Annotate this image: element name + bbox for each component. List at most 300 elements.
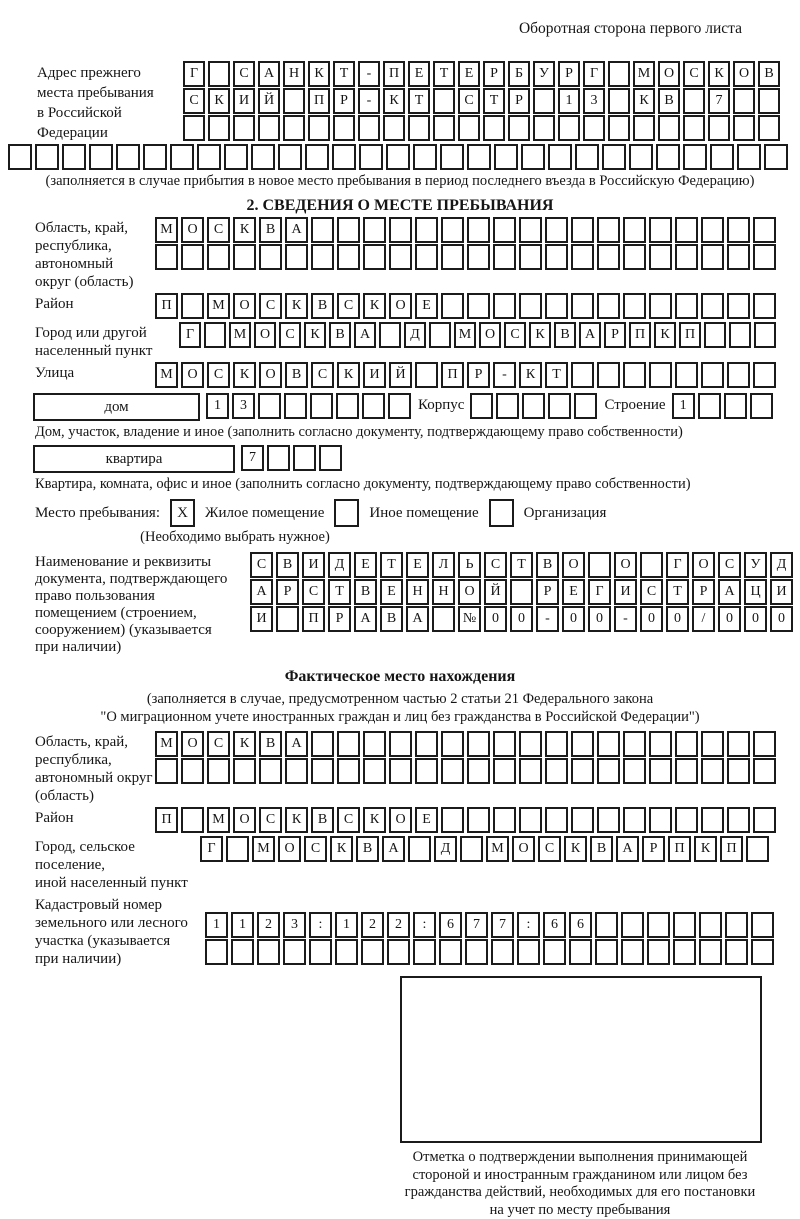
char-cell[interactable] [758, 115, 780, 141]
char-cell[interactable]: Р [276, 579, 299, 605]
char-cell[interactable]: К [308, 61, 330, 87]
char-cell[interactable]: 0 [718, 606, 741, 632]
char-cell[interactable] [311, 217, 334, 243]
char-cell[interactable] [226, 836, 249, 862]
char-cell[interactable] [458, 115, 480, 141]
char-cell[interactable]: 1 [672, 393, 695, 419]
char-cell[interactable] [116, 144, 140, 170]
char-cell[interactable] [571, 244, 594, 270]
char-cell[interactable]: Р [604, 322, 626, 348]
char-cell[interactable] [710, 144, 734, 170]
char-cell[interactable] [725, 912, 748, 938]
char-cell[interactable] [543, 939, 566, 965]
apartment-box[interactable]: квартира [33, 445, 235, 473]
char-cell[interactable] [493, 244, 516, 270]
char-cell[interactable] [207, 244, 230, 270]
char-cell[interactable] [621, 912, 644, 938]
char-cell[interactable]: И [770, 579, 793, 605]
char-cell[interactable] [751, 939, 774, 965]
char-cell[interactable] [441, 244, 464, 270]
char-cell[interactable] [389, 244, 412, 270]
char-cell[interactable] [649, 217, 672, 243]
char-cell[interactable]: Ь [458, 552, 481, 578]
char-cell[interactable]: К [564, 836, 587, 862]
char-cell[interactable] [548, 144, 572, 170]
char-cell[interactable]: 2 [257, 912, 280, 938]
char-cell[interactable]: О [512, 836, 535, 862]
char-cell[interactable] [309, 939, 332, 965]
char-cell[interactable] [733, 88, 755, 114]
char-cell[interactable]: К [285, 293, 308, 319]
char-cell[interactable]: М [454, 322, 476, 348]
char-cell[interactable]: Р [328, 606, 351, 632]
char-cell[interactable]: П [668, 836, 691, 862]
char-cell[interactable]: К [633, 88, 655, 114]
char-cell[interactable]: В [354, 579, 377, 605]
char-cell[interactable] [737, 144, 761, 170]
char-cell[interactable]: М [155, 731, 178, 757]
char-cell[interactable]: В [380, 606, 403, 632]
char-cell[interactable]: В [590, 836, 613, 862]
char-cell[interactable]: Р [642, 836, 665, 862]
char-cell[interactable]: О [254, 322, 276, 348]
char-cell[interactable]: Д [770, 552, 793, 578]
char-cell[interactable] [649, 758, 672, 784]
char-cell[interactable]: С [207, 217, 230, 243]
char-cell[interactable]: С [259, 807, 282, 833]
char-cell[interactable] [233, 244, 256, 270]
char-cell[interactable] [545, 217, 568, 243]
char-cell[interactable]: О [692, 552, 715, 578]
char-cell[interactable] [508, 115, 530, 141]
char-cell[interactable]: О [658, 61, 680, 87]
char-cell[interactable] [602, 144, 626, 170]
char-cell[interactable] [432, 606, 455, 632]
char-cell[interactable]: М [155, 217, 178, 243]
char-cell[interactable]: К [708, 61, 730, 87]
char-cell[interactable] [683, 88, 705, 114]
char-cell[interactable] [440, 144, 464, 170]
char-cell[interactable]: А [258, 61, 280, 87]
char-cell[interactable]: Р [558, 61, 580, 87]
char-cell[interactable] [656, 144, 680, 170]
char-cell[interactable] [181, 807, 204, 833]
char-cell[interactable]: С [504, 322, 526, 348]
char-cell[interactable] [310, 393, 333, 419]
char-cell[interactable] [574, 393, 597, 419]
char-cell[interactable] [673, 912, 696, 938]
char-cell[interactable]: Е [354, 552, 377, 578]
char-cell[interactable] [181, 758, 204, 784]
char-cell[interactable]: А [718, 579, 741, 605]
char-cell[interactable]: А [616, 836, 639, 862]
char-cell[interactable]: С [304, 836, 327, 862]
char-cell[interactable] [704, 322, 726, 348]
char-cell[interactable]: А [354, 606, 377, 632]
char-cell[interactable] [621, 939, 644, 965]
char-cell[interactable] [701, 807, 724, 833]
char-cell[interactable]: К [233, 217, 256, 243]
char-cell[interactable] [283, 115, 305, 141]
char-cell[interactable] [675, 293, 698, 319]
char-cell[interactable]: 1 [231, 912, 254, 938]
char-cell[interactable] [558, 115, 580, 141]
char-cell[interactable]: 0 [666, 606, 689, 632]
char-cell[interactable]: В [536, 552, 559, 578]
char-cell[interactable] [276, 606, 299, 632]
char-cell[interactable] [362, 393, 385, 419]
char-cell[interactable] [764, 144, 788, 170]
char-cell[interactable]: С [233, 61, 255, 87]
char-cell[interactable]: 0 [484, 606, 507, 632]
char-cell[interactable]: 3 [232, 393, 255, 419]
char-cell[interactable]: К [330, 836, 353, 862]
char-cell[interactable]: Б [508, 61, 530, 87]
char-cell[interactable]: 7 [465, 912, 488, 938]
char-cell[interactable]: 2 [361, 912, 384, 938]
char-cell[interactable] [493, 731, 516, 757]
char-cell[interactable] [647, 939, 670, 965]
char-cell[interactable] [633, 115, 655, 141]
char-cell[interactable]: С [250, 552, 273, 578]
char-cell[interactable]: Г [200, 836, 223, 862]
char-cell[interactable] [649, 362, 672, 388]
char-cell[interactable] [533, 88, 555, 114]
char-cell[interactable] [758, 88, 780, 114]
char-cell[interactable] [597, 217, 620, 243]
char-cell[interactable] [649, 807, 672, 833]
char-cell[interactable]: 6 [569, 912, 592, 938]
char-cell[interactable] [623, 362, 646, 388]
char-cell[interactable] [727, 217, 750, 243]
char-cell[interactable] [727, 293, 750, 319]
char-cell[interactable] [388, 393, 411, 419]
char-cell[interactable] [336, 393, 359, 419]
char-cell[interactable] [753, 293, 776, 319]
char-cell[interactable] [595, 939, 618, 965]
char-cell[interactable]: М [486, 836, 509, 862]
char-cell[interactable]: В [285, 362, 308, 388]
char-cell[interactable] [170, 144, 194, 170]
char-cell[interactable]: О [614, 552, 637, 578]
char-cell[interactable]: А [354, 322, 376, 348]
char-cell[interactable]: Г [183, 61, 205, 87]
char-cell[interactable] [278, 144, 302, 170]
char-cell[interactable]: : [413, 912, 436, 938]
char-cell[interactable] [8, 144, 32, 170]
char-cell[interactable]: К [304, 322, 326, 348]
char-cell[interactable] [623, 731, 646, 757]
char-cell[interactable]: - [358, 88, 380, 114]
char-cell[interactable] [332, 144, 356, 170]
char-cell[interactable] [750, 393, 773, 419]
char-cell[interactable] [701, 362, 724, 388]
char-cell[interactable]: С [337, 293, 360, 319]
char-cell[interactable]: О [233, 807, 256, 833]
char-cell[interactable]: В [276, 552, 299, 578]
char-cell[interactable]: И [233, 88, 255, 114]
char-cell[interactable]: Й [258, 88, 280, 114]
char-cell[interactable] [658, 115, 680, 141]
char-cell[interactable] [379, 322, 401, 348]
char-cell[interactable]: У [744, 552, 767, 578]
char-cell[interactable] [333, 115, 355, 141]
char-cell[interactable]: А [406, 606, 429, 632]
char-cell[interactable] [519, 217, 542, 243]
char-cell[interactable] [258, 393, 281, 419]
char-cell[interactable] [224, 144, 248, 170]
char-cell[interactable] [283, 939, 306, 965]
char-cell[interactable]: С [311, 362, 334, 388]
char-cell[interactable] [433, 115, 455, 141]
char-cell[interactable] [649, 731, 672, 757]
char-cell[interactable] [467, 144, 491, 170]
char-cell[interactable] [545, 244, 568, 270]
char-cell[interactable] [386, 144, 410, 170]
char-cell[interactable]: Е [415, 293, 438, 319]
char-cell[interactable] [571, 217, 594, 243]
char-cell[interactable] [727, 731, 750, 757]
char-cell[interactable]: Т [380, 552, 403, 578]
char-cell[interactable]: О [278, 836, 301, 862]
char-cell[interactable] [699, 939, 722, 965]
char-cell[interactable]: С [259, 293, 282, 319]
char-cell[interactable] [208, 115, 230, 141]
char-cell[interactable] [597, 362, 620, 388]
char-cell[interactable]: И [614, 579, 637, 605]
char-cell[interactable] [205, 939, 228, 965]
char-cell[interactable] [257, 939, 280, 965]
char-cell[interactable]: К [233, 731, 256, 757]
char-cell[interactable] [729, 322, 751, 348]
char-cell[interactable] [363, 758, 386, 784]
char-cell[interactable] [493, 807, 516, 833]
char-cell[interactable] [597, 293, 620, 319]
char-cell[interactable] [701, 758, 724, 784]
char-cell[interactable]: Т [545, 362, 568, 388]
char-cell[interactable]: К [337, 362, 360, 388]
char-cell[interactable] [517, 939, 540, 965]
char-cell[interactable]: А [285, 217, 308, 243]
char-cell[interactable] [441, 217, 464, 243]
char-cell[interactable]: М [207, 293, 230, 319]
char-cell[interactable]: А [579, 322, 601, 348]
char-cell[interactable]: Р [536, 579, 559, 605]
char-cell[interactable]: Г [588, 579, 611, 605]
char-cell[interactable]: Р [333, 88, 355, 114]
char-cell[interactable]: 6 [439, 912, 462, 938]
char-cell[interactable] [597, 731, 620, 757]
char-cell[interactable]: Н [283, 61, 305, 87]
char-cell[interactable] [363, 731, 386, 757]
char-cell[interactable] [181, 244, 204, 270]
char-cell[interactable] [467, 217, 490, 243]
char-cell[interactable] [519, 758, 542, 784]
char-cell[interactable]: 7 [491, 912, 514, 938]
char-cell[interactable]: 7 [708, 88, 730, 114]
char-cell[interactable] [441, 807, 464, 833]
char-cell[interactable] [545, 293, 568, 319]
char-cell[interactable]: 7 [241, 445, 264, 471]
char-cell[interactable] [753, 731, 776, 757]
char-cell[interactable]: М [252, 836, 275, 862]
char-cell[interactable] [483, 115, 505, 141]
char-cell[interactable] [467, 293, 490, 319]
char-cell[interactable] [545, 731, 568, 757]
char-cell[interactable]: О [562, 552, 585, 578]
char-cell[interactable]: Р [508, 88, 530, 114]
char-cell[interactable] [675, 244, 698, 270]
char-cell[interactable] [519, 244, 542, 270]
char-cell[interactable]: Т [328, 579, 351, 605]
char-cell[interactable] [337, 244, 360, 270]
char-cell[interactable]: И [302, 552, 325, 578]
char-cell[interactable] [359, 144, 383, 170]
char-cell[interactable] [588, 552, 611, 578]
char-cell[interactable] [413, 939, 436, 965]
char-cell[interactable]: Ц [744, 579, 767, 605]
char-cell[interactable]: № [458, 606, 481, 632]
char-cell[interactable] [337, 217, 360, 243]
char-cell[interactable]: М [207, 807, 230, 833]
char-cell[interactable] [629, 144, 653, 170]
char-cell[interactable] [493, 217, 516, 243]
house-box[interactable]: дом [33, 393, 200, 421]
char-cell[interactable]: Т [408, 88, 430, 114]
char-cell[interactable] [675, 362, 698, 388]
char-cell[interactable]: Д [404, 322, 426, 348]
char-cell[interactable]: С [458, 88, 480, 114]
char-cell[interactable] [389, 217, 412, 243]
char-cell[interactable] [701, 293, 724, 319]
char-cell[interactable]: М [633, 61, 655, 87]
char-cell[interactable] [649, 293, 672, 319]
char-cell[interactable]: К [519, 362, 542, 388]
char-cell[interactable]: А [285, 731, 308, 757]
char-cell[interactable]: С [484, 552, 507, 578]
char-cell[interactable] [62, 144, 86, 170]
char-cell[interactable] [583, 115, 605, 141]
char-cell[interactable]: У [533, 61, 555, 87]
char-cell[interactable] [305, 144, 329, 170]
char-cell[interactable] [575, 144, 599, 170]
char-cell[interactable] [727, 362, 750, 388]
char-cell[interactable] [319, 445, 342, 471]
char-cell[interactable] [285, 758, 308, 784]
char-cell[interactable] [571, 807, 594, 833]
char-cell[interactable] [496, 393, 519, 419]
char-cell[interactable] [708, 115, 730, 141]
char-cell[interactable] [267, 445, 290, 471]
char-cell[interactable] [727, 758, 750, 784]
char-cell[interactable]: С [302, 579, 325, 605]
char-cell[interactable]: К [285, 807, 308, 833]
char-cell[interactable]: Е [458, 61, 480, 87]
char-cell[interactable]: 2 [387, 912, 410, 938]
char-cell[interactable]: Й [389, 362, 412, 388]
char-cell[interactable] [701, 731, 724, 757]
char-cell[interactable]: О [259, 362, 282, 388]
char-cell[interactable]: Д [434, 836, 457, 862]
char-cell[interactable] [727, 244, 750, 270]
char-cell[interactable]: Д [328, 552, 351, 578]
char-cell[interactable]: О [181, 362, 204, 388]
char-cell[interactable]: И [250, 606, 273, 632]
char-cell[interactable] [597, 807, 620, 833]
char-cell[interactable] [311, 731, 334, 757]
char-cell[interactable] [698, 393, 721, 419]
char-cell[interactable]: П [302, 606, 325, 632]
char-cell[interactable]: С [683, 61, 705, 87]
char-cell[interactable] [623, 217, 646, 243]
char-cell[interactable] [204, 322, 226, 348]
char-cell[interactable] [597, 244, 620, 270]
char-cell[interactable] [293, 445, 316, 471]
char-cell[interactable]: 3 [583, 88, 605, 114]
char-cell[interactable] [571, 731, 594, 757]
char-cell[interactable]: С [207, 731, 230, 757]
char-cell[interactable]: К [694, 836, 717, 862]
char-cell[interactable]: С [207, 362, 230, 388]
char-cell[interactable] [733, 115, 755, 141]
char-cell[interactable]: Л [432, 552, 455, 578]
char-cell[interactable] [155, 244, 178, 270]
char-cell[interactable] [311, 244, 334, 270]
char-cell[interactable]: О [181, 217, 204, 243]
char-cell[interactable] [491, 939, 514, 965]
char-cell[interactable] [259, 244, 282, 270]
char-cell[interactable] [383, 115, 405, 141]
char-cell[interactable] [231, 939, 254, 965]
char-cell[interactable]: Г [583, 61, 605, 87]
char-cell[interactable]: В [311, 807, 334, 833]
char-cell[interactable]: О [479, 322, 501, 348]
char-cell[interactable] [35, 144, 59, 170]
char-cell[interactable]: П [629, 322, 651, 348]
char-cell[interactable]: 1 [206, 393, 229, 419]
char-cell[interactable]: К [363, 807, 386, 833]
char-cell[interactable]: И [363, 362, 386, 388]
char-cell[interactable]: А [382, 836, 405, 862]
char-cell[interactable]: Р [692, 579, 715, 605]
char-cell[interactable] [675, 807, 698, 833]
char-cell[interactable]: К [654, 322, 676, 348]
char-cell[interactable]: Е [380, 579, 403, 605]
char-cell[interactable] [439, 939, 462, 965]
char-cell[interactable] [363, 244, 386, 270]
char-cell[interactable]: П [679, 322, 701, 348]
stay-option-organization-checkbox[interactable] [489, 499, 514, 527]
char-cell[interactable]: 1 [558, 88, 580, 114]
char-cell[interactable] [640, 552, 663, 578]
char-cell[interactable] [649, 244, 672, 270]
char-cell[interactable] [441, 731, 464, 757]
char-cell[interactable] [389, 758, 412, 784]
char-cell[interactable] [519, 293, 542, 319]
char-cell[interactable]: О [389, 807, 412, 833]
char-cell[interactable] [285, 244, 308, 270]
char-cell[interactable]: Т [483, 88, 505, 114]
char-cell[interactable] [724, 393, 747, 419]
char-cell[interactable] [387, 939, 410, 965]
char-cell[interactable]: К [233, 362, 256, 388]
char-cell[interactable] [143, 144, 167, 170]
char-cell[interactable] [571, 293, 594, 319]
char-cell[interactable]: С [718, 552, 741, 578]
char-cell[interactable] [233, 115, 255, 141]
char-cell[interactable]: К [208, 88, 230, 114]
char-cell[interactable]: В [356, 836, 379, 862]
